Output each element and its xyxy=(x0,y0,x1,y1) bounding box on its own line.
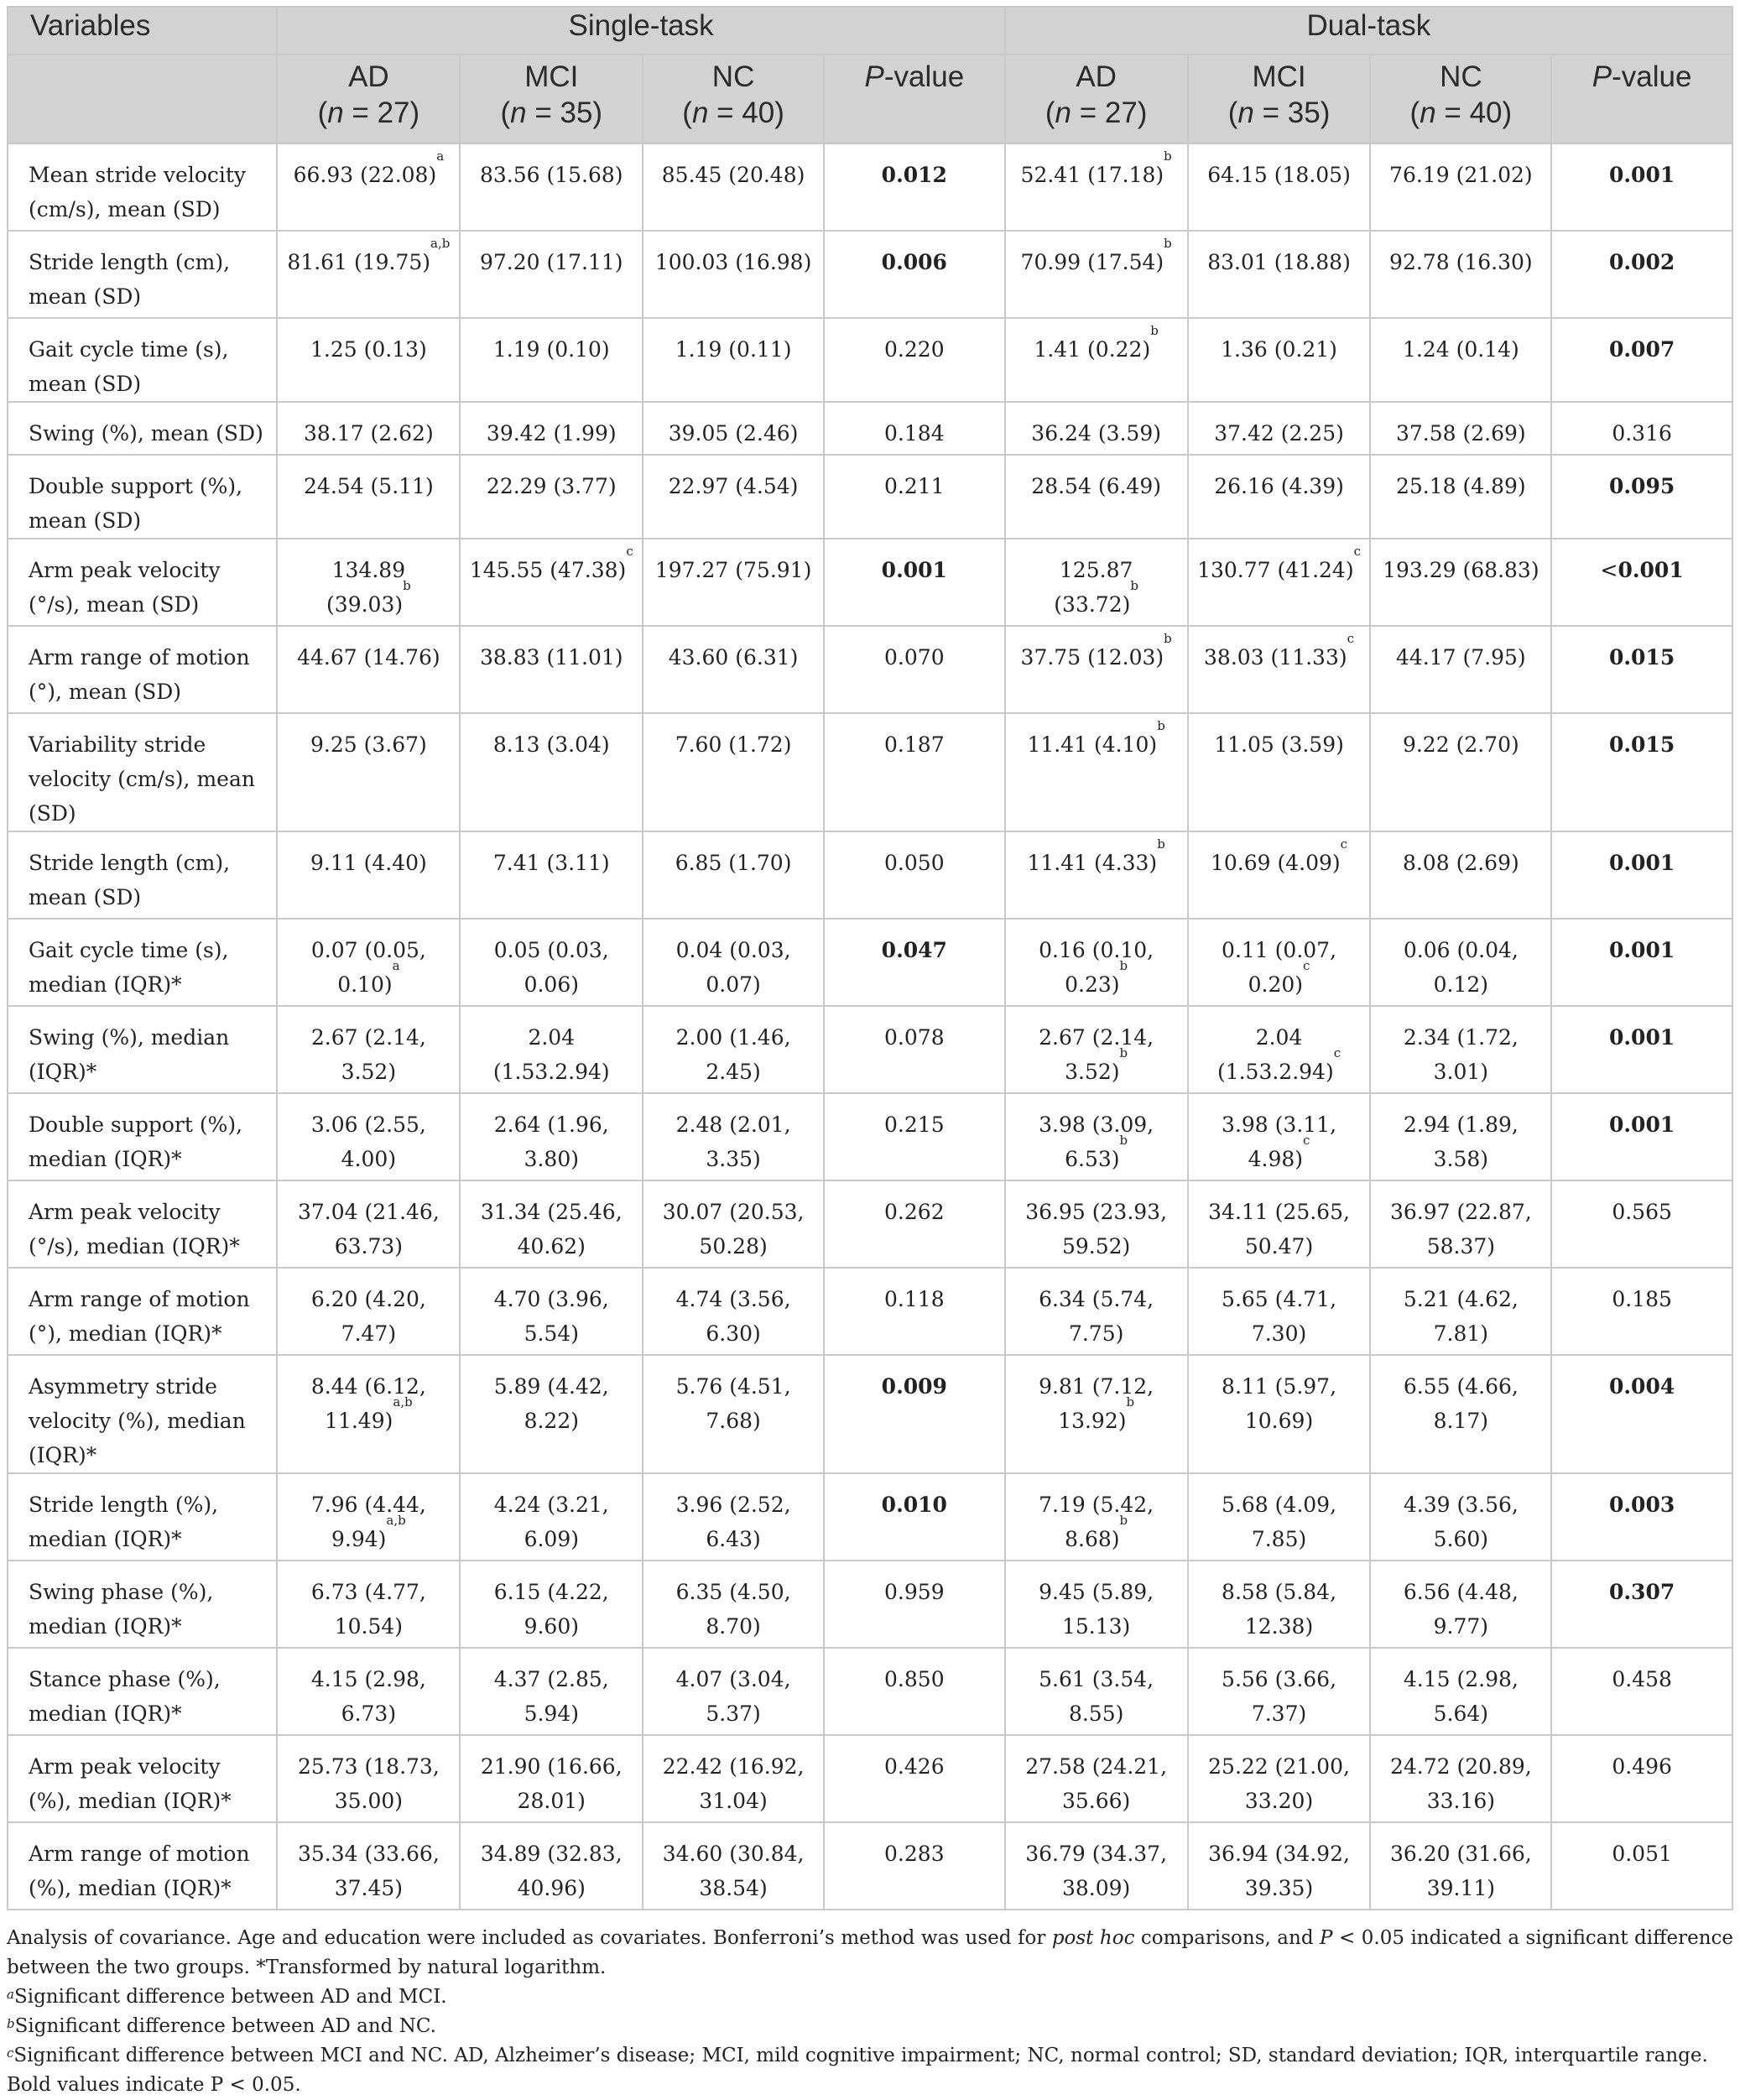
table-row xyxy=(8,1648,1732,1735)
variable-label: Arm range of motion (°), median (IQR)* xyxy=(8,1268,277,1355)
table-footnotes xyxy=(7,1924,1733,2100)
single-group-header-mci: MCI (n = 35) xyxy=(460,55,643,143)
footnote-marker: a xyxy=(436,149,445,164)
value-cell: 4.37 (2.85, 5.94) xyxy=(460,1648,643,1735)
value-cell: 11.41 $(4.10)^b$ xyxy=(1005,713,1188,831)
table-body xyxy=(8,143,1732,1910)
table-row xyxy=(8,1735,1732,1822)
footnote-marker: a,b xyxy=(430,236,451,251)
value-cell: 1.36 (0.21) xyxy=(1188,318,1371,402)
footnote-marker: b xyxy=(1119,1133,1128,1148)
value-cell: 31.34 (25.46, 40.62) xyxy=(460,1180,643,1268)
value-cell: 25.73 (18.73, 35.00) xyxy=(277,1735,460,1822)
value-cell: 0.07 (0.05, 0.10)$^a$ xyxy=(277,919,460,1006)
variable-label: Asymmetry stride velocity (%), median (IQR)* xyxy=(8,1355,277,1473)
value-cell: 4.15 (2.98, 6.73) xyxy=(277,1648,460,1735)
footnote-marker: c xyxy=(1303,958,1310,973)
value-cell: 22.29 (3.77) xyxy=(460,455,643,539)
p-value-cell: 0.001 xyxy=(1551,1006,1732,1093)
value-cell: 0.16 (0.10, 0.23)$^b$ xyxy=(1005,919,1188,1006)
value-cell: 44.67 (14.76) xyxy=(277,626,460,713)
value-cell: 6.55 (4.66, 8.17) xyxy=(1370,1355,1551,1473)
table-row xyxy=(8,1180,1732,1268)
footnote-marker: c xyxy=(1333,1045,1341,1060)
p-value-cell: 0.015 xyxy=(1551,713,1732,831)
value-cell: 2.04 $(1.53.2.94)^c$ xyxy=(1188,1006,1371,1093)
value-cell: 38.03 $(11.33)^c$ xyxy=(1188,626,1371,713)
variable-label: Double support (%), mean (SD) xyxy=(8,455,277,539)
value-cell: 34.60 (30.84, 38.54) xyxy=(643,1822,824,1910)
variable-label: Gait cycle time (s), mean (SD) xyxy=(8,318,277,402)
value-cell: 36.97 (22.87, 58.37) xyxy=(1370,1180,1551,1268)
value-cell: 70.99 $(17.54)^b$ xyxy=(1005,231,1188,318)
value-cell: 37.04 (21.46, 63.73) xyxy=(277,1180,460,1268)
value-cell: 6.35 (4.50, 8.70) xyxy=(643,1561,824,1648)
value-cell: 22.97 (4.54) xyxy=(643,455,824,539)
value-cell: 7.41 (3.11) xyxy=(460,831,643,919)
table-row xyxy=(8,231,1732,318)
p-value-cell: 0.185 xyxy=(1551,1268,1732,1355)
footnote-marker: a xyxy=(392,958,400,973)
variable-label: Arm peak velocity (%), median (IQR)* xyxy=(8,1735,277,1822)
p-value-cell: 0.496 xyxy=(1551,1735,1732,1822)
p-value-cell: 0.565 xyxy=(1551,1180,1732,1268)
p-value-cell: 0.850 xyxy=(824,1648,1005,1735)
value-cell: 39.05 (2.46) xyxy=(643,402,824,455)
table-row xyxy=(8,143,1732,231)
p-value-cell: 0.184 xyxy=(824,402,1005,455)
value-cell: 2.04 (1.53.2.94) xyxy=(460,1006,643,1093)
value-cell: 22.42 (16.92, 31.04) xyxy=(643,1735,824,1822)
variable-label: Stride length (%), median (IQR)* xyxy=(8,1473,277,1561)
variables-header: Variables xyxy=(8,7,277,55)
footnote-a: $^a$Significant difference between AD and MCI. xyxy=(7,1986,447,2008)
dual-task-header: Dual-task xyxy=(1005,7,1732,55)
table-header xyxy=(8,7,1732,143)
footnote-marker: b xyxy=(1164,149,1172,164)
p-value-cell: 0.307 xyxy=(1551,1561,1732,1648)
table-row xyxy=(8,1093,1732,1180)
p-value-cell: 0.959 xyxy=(824,1561,1005,1648)
value-cell: 2.48 (2.01, 3.35) xyxy=(643,1093,824,1180)
value-cell: 43.60 (6.31) xyxy=(643,626,824,713)
value-cell: 6.56 (4.48, 9.77) xyxy=(1370,1561,1551,1648)
value-cell: 4.70 (3.96, 5.54) xyxy=(460,1268,643,1355)
value-cell: 8.58 (5.84, 12.38) xyxy=(1188,1561,1371,1648)
value-cell: 25.18 (4.89) xyxy=(1370,455,1551,539)
value-cell: 5.89 (4.42, 8.22) xyxy=(460,1355,643,1473)
footnote-marker: c xyxy=(626,544,633,559)
p-value-cell: 0.220 xyxy=(824,318,1005,402)
value-cell: 4.39 (3.56, 5.60) xyxy=(1370,1473,1551,1561)
p-value-cell: 0.283 xyxy=(824,1822,1005,1910)
variable-label: Arm peak velocity (°/s), median (IQR)* xyxy=(8,1180,277,1268)
value-cell: 0.11 (0.07, 0.20)$^c$ xyxy=(1188,919,1371,1006)
value-cell: 0.06 (0.04, 0.12) xyxy=(1370,919,1551,1006)
value-cell: 8.44 (6.12, 11.49)$^{a,b}$ xyxy=(277,1355,460,1473)
value-cell: 9.81 (7.12, 13.92)$^b$ xyxy=(1005,1355,1188,1473)
footnote-b: $^b$Significant difference between AD and NC. xyxy=(7,2015,436,2037)
value-cell: 1.41 $(0.22)^b$ xyxy=(1005,318,1188,402)
single-task-header: Single-task xyxy=(277,7,1004,55)
value-cell: 76.19 (21.02) xyxy=(1370,143,1551,231)
p-value-cell: 0.015 xyxy=(1551,626,1732,713)
value-cell: 5.21 (4.62, 7.81) xyxy=(1370,1268,1551,1355)
value-cell: 9.25 (3.67) xyxy=(277,713,460,831)
p-value-cell: 0.004 xyxy=(1551,1355,1732,1473)
table-row xyxy=(8,318,1732,402)
table-row xyxy=(8,1822,1732,1910)
value-cell: 34.89 (32.83, 40.96) xyxy=(460,1822,643,1910)
value-cell: 2.34 (1.72, 3.01) xyxy=(1370,1006,1551,1093)
value-cell: 85.45 (20.48) xyxy=(643,143,824,231)
dual-p-value-header: P-value xyxy=(1551,55,1732,143)
value-cell: 30.07 (20.53, 50.28) xyxy=(643,1180,824,1268)
p-value-cell: 0.215 xyxy=(824,1093,1005,1180)
p-value-cell: 0.095 xyxy=(1551,455,1732,539)
variable-label: Stance phase (%), median (IQR)* xyxy=(8,1648,277,1735)
value-cell: 10.69 $(4.09)^c$ xyxy=(1188,831,1371,919)
value-cell: 7.60 (1.72) xyxy=(643,713,824,831)
value-cell: 25.22 (21.00, 33.20) xyxy=(1188,1735,1371,1822)
p-value-cell: 0.001 xyxy=(1551,1093,1732,1180)
footnote-marker: a,b xyxy=(393,1394,413,1410)
p-value-cell: 0.187 xyxy=(824,713,1005,831)
value-cell: 2.67 (2.14, 3.52)$^b$ xyxy=(1005,1006,1188,1093)
value-cell: 1.19 (0.10) xyxy=(460,318,643,402)
value-cell: 9.45 (5.89, 15.13) xyxy=(1005,1561,1188,1648)
value-cell: 6.85 (1.70) xyxy=(643,831,824,919)
p-value-cell: 0.262 xyxy=(824,1180,1005,1268)
p-value-cell: 0.070 xyxy=(824,626,1005,713)
value-cell: 8.08 (2.69) xyxy=(1370,831,1551,919)
table-row xyxy=(8,1006,1732,1093)
value-cell: 5.76 (4.51, 7.68) xyxy=(643,1355,824,1473)
value-cell: 4.15 (2.98, 5.64) xyxy=(1370,1648,1551,1735)
table-row xyxy=(8,919,1732,1006)
p-value-cell: 0.047 xyxy=(824,919,1005,1006)
footnote-marker: a,b xyxy=(386,1513,406,1528)
value-cell: 36.94 (34.92, 39.35) xyxy=(1188,1822,1371,1910)
table-row xyxy=(8,713,1732,831)
value-cell: 44.17 (7.95) xyxy=(1370,626,1551,713)
table-row xyxy=(8,455,1732,539)
value-cell: 83.56 (15.68) xyxy=(460,143,643,231)
footnote-marker: b xyxy=(1150,323,1159,338)
variable-label: Arm range of motion (°), mean (SD) xyxy=(8,626,277,713)
footnote-marker: b xyxy=(1164,631,1172,646)
p-value-cell: 0.012 xyxy=(824,143,1005,231)
value-cell: 7.19 (5.42, 8.68)$^b$ xyxy=(1005,1473,1188,1561)
value-cell: 7.96 (4.44, 9.94)$^{a,b}$ xyxy=(277,1473,460,1561)
p-value-cell: 0.078 xyxy=(824,1006,1005,1093)
value-cell: 36.20 (31.66, 39.11) xyxy=(1370,1822,1551,1910)
p-value-cell: 0.006 xyxy=(824,231,1005,318)
value-cell: 28.54 (6.49) xyxy=(1005,455,1188,539)
p-value-cell: 0.050 xyxy=(824,831,1005,919)
single-group-header-ad: AD (n = 27) xyxy=(277,55,460,143)
footnote-marker: b xyxy=(1157,836,1165,852)
p-value-cell: 0.009 xyxy=(824,1355,1005,1473)
p-value-cell: <0.001 xyxy=(1551,539,1732,626)
value-cell: 9.11 (4.40) xyxy=(277,831,460,919)
variable-label: Variability stride velocity (cm/s), mean (SD) xyxy=(8,713,277,831)
table-row xyxy=(8,831,1732,919)
value-cell: 130.77 $(41.24)^c$ xyxy=(1188,539,1371,626)
footnote-marker: c xyxy=(1353,544,1361,559)
value-cell: 8.13 (3.04) xyxy=(460,713,643,831)
value-cell: 24.72 (20.89, 33.16) xyxy=(1370,1735,1551,1822)
value-cell: 0.04 (0.03, 0.07) xyxy=(643,919,824,1006)
footnote-marker: b xyxy=(1164,236,1172,251)
value-cell: 5.68 (4.09, 7.85) xyxy=(1188,1473,1371,1561)
value-cell: 125.87 $(33.72)^b$ xyxy=(1005,539,1188,626)
variable-label: Swing (%), median (IQR)* xyxy=(8,1006,277,1093)
value-cell: 197.27 (75.91) xyxy=(643,539,824,626)
footnote-marker: b xyxy=(1157,718,1165,733)
single-p-value-header: P-value xyxy=(824,55,1005,143)
value-cell: 3.96 (2.52, 6.43) xyxy=(643,1473,824,1561)
value-cell: 134.89 $(39.03)^b$ xyxy=(277,539,460,626)
table-row xyxy=(8,1355,1732,1473)
p-value-cell: 0.211 xyxy=(824,455,1005,539)
value-cell: 34.11 (25.65, 50.47) xyxy=(1188,1180,1371,1268)
value-cell: 2.67 (2.14, 3.52) xyxy=(277,1006,460,1093)
value-cell: 6.73 (4.77, 10.54) xyxy=(277,1561,460,1648)
dual-group-header-mci: MCI (n = 35) xyxy=(1188,55,1371,143)
value-cell: 26.16 (4.39) xyxy=(1188,455,1371,539)
value-cell: 4.07 (3.04, 5.37) xyxy=(643,1648,824,1735)
table-row xyxy=(8,626,1732,713)
variable-label: Double support (%), median (IQR)* xyxy=(8,1093,277,1180)
value-cell: 8.11 (5.97, 10.69) xyxy=(1188,1355,1371,1473)
variables-subheader-blank xyxy=(8,55,277,143)
value-cell: 2.94 (1.89, 3.58) xyxy=(1370,1093,1551,1180)
p-value-cell: 0.002 xyxy=(1551,231,1732,318)
value-cell: 145.55 $(47.38)^c$ xyxy=(460,539,643,626)
value-cell: 38.17 (2.62) xyxy=(277,402,460,455)
value-cell: 11.41 $(4.33)^b$ xyxy=(1005,831,1188,919)
p-value-cell: 0.426 xyxy=(824,1735,1005,1822)
value-cell: 37.58 (2.69) xyxy=(1370,402,1551,455)
value-cell: 1.19 (0.11) xyxy=(643,318,824,402)
variable-label: Swing phase (%), median (IQR)* xyxy=(8,1561,277,1648)
value-cell: 66.93 $(22.08)^a$ xyxy=(277,143,460,231)
footnote-marker: b xyxy=(1126,1394,1135,1410)
value-cell: 64.15 (18.05) xyxy=(1188,143,1371,231)
value-cell: 4.74 (3.56, 6.30) xyxy=(643,1268,824,1355)
value-cell: 0.05 (0.03, 0.06) xyxy=(460,919,643,1006)
value-cell: 38.83 (11.01) xyxy=(460,626,643,713)
footnote-marker: c xyxy=(1347,631,1355,646)
p-value-cell: 0.001 xyxy=(1551,143,1732,231)
footnote-marker: c xyxy=(1303,1133,1310,1148)
dual-group-header-ad: AD (n = 27) xyxy=(1005,55,1188,143)
footnote-marker: b xyxy=(403,578,411,593)
value-cell: 4.24 (3.21, 6.09) xyxy=(460,1473,643,1561)
value-cell: 92.78 (16.30) xyxy=(1370,231,1551,318)
table-row xyxy=(8,402,1732,455)
value-cell: 9.22 (2.70) xyxy=(1370,713,1551,831)
analysis-note: Analysis of covariance. Age and education were included as covariates. Bonferroni’s method was used for post hoc comparisons, and P < 0.05 indicated a significant difference between the two groups. *Transformed by natural logarithm. xyxy=(7,1927,1733,1978)
dual-group-header-nc: NC (n = 40) xyxy=(1370,55,1551,143)
value-cell: 100.03 (16.98) xyxy=(643,231,824,318)
value-cell: 3.98 (3.11, 4.98)$^c$ xyxy=(1188,1093,1371,1180)
footnote-marker: b xyxy=(1119,1045,1128,1060)
value-cell: 24.54 (5.11) xyxy=(277,455,460,539)
value-cell: 37.42 (2.25) xyxy=(1188,402,1371,455)
value-cell: 5.56 (3.66, 7.37) xyxy=(1188,1648,1371,1735)
value-cell: 2.64 (1.96, 3.80) xyxy=(460,1093,643,1180)
footnote-marker: b xyxy=(1119,1513,1128,1528)
value-cell: 6.20 (4.20, 7.47) xyxy=(277,1268,460,1355)
table-row xyxy=(8,539,1732,626)
value-cell: 5.61 (3.54, 8.55) xyxy=(1005,1648,1188,1735)
variable-label: Gait cycle time (s), median (IQR)* xyxy=(8,919,277,1006)
document xyxy=(7,6,1733,2100)
gait-comparison-table xyxy=(7,6,1733,1910)
p-value-cell: 0.001 xyxy=(1551,831,1732,919)
value-cell: 36.79 (34.37, 38.09) xyxy=(1005,1822,1188,1910)
value-cell: 6.15 (4.22, 9.60) xyxy=(460,1561,643,1648)
value-cell: 37.75 $(12.03)^b$ xyxy=(1005,626,1188,713)
value-cell: 39.42 (1.99) xyxy=(460,402,643,455)
variable-label: Swing (%), mean (SD) xyxy=(8,402,277,455)
value-cell: 52.41 $(17.18)^b$ xyxy=(1005,143,1188,231)
footnote-marker: b xyxy=(1119,958,1128,973)
value-cell: 21.90 (16.66, 28.01) xyxy=(460,1735,643,1822)
bold-note: Bold values indicate P < 0.05. xyxy=(7,2074,301,2096)
footnote-marker: b xyxy=(1130,578,1138,593)
value-cell: 36.24 (3.59) xyxy=(1005,402,1188,455)
table-row xyxy=(8,1561,1732,1648)
value-cell: 1.25 (0.13) xyxy=(277,318,460,402)
p-value-cell: 0.003 xyxy=(1551,1473,1732,1561)
value-cell: 36.95 (23.93, 59.52) xyxy=(1005,1180,1188,1268)
p-value-cell: 0.007 xyxy=(1551,318,1732,402)
variable-label: Arm range of motion (%), median (IQR)* xyxy=(8,1822,277,1910)
value-cell: 83.01 (18.88) xyxy=(1188,231,1371,318)
value-cell: 11.05 (3.59) xyxy=(1188,713,1371,831)
p-value-cell: 0.458 xyxy=(1551,1648,1732,1735)
table-row xyxy=(8,1473,1732,1561)
table-row xyxy=(8,1268,1732,1355)
variable-label: Stride length (cm), mean (SD) xyxy=(8,831,277,919)
single-group-header-nc: NC (n = 40) xyxy=(643,55,824,143)
value-cell: 81.61 $(19.75)^{a,b}$ xyxy=(277,231,460,318)
variable-label: Stride length (cm), mean (SD) xyxy=(8,231,277,318)
variable-label: Mean stride velocity (cm/s), mean (SD) xyxy=(8,143,277,231)
p-value-cell: 0.118 xyxy=(824,1268,1005,1355)
value-cell: 35.34 (33.66, 37.45) xyxy=(277,1822,460,1910)
value-cell: 193.29 (68.83) xyxy=(1370,539,1551,626)
value-cell: 6.34 (5.74, 7.75) xyxy=(1005,1268,1188,1355)
p-value-cell: 0.051 xyxy=(1551,1822,1732,1910)
value-cell: 5.65 (4.71, 7.30) xyxy=(1188,1268,1371,1355)
p-value-cell: 0.001 xyxy=(1551,919,1732,1006)
p-value-cell: 0.316 xyxy=(1551,402,1732,455)
p-value-cell: 0.010 xyxy=(824,1473,1005,1561)
value-cell: 3.06 (2.55, 4.00) xyxy=(277,1093,460,1180)
value-cell: 97.20 (17.11) xyxy=(460,231,643,318)
value-cell: 27.58 (24.21, 35.66) xyxy=(1005,1735,1188,1822)
p-value-cell: 0.001 xyxy=(824,539,1005,626)
variable-label: Arm peak velocity (°/s), mean (SD) xyxy=(8,539,277,626)
footnote-marker: c xyxy=(1340,836,1348,852)
footnote-c: $^c$Significant difference between MCI and NC. AD, Alzheimer’s disease; MCI, mild cognitive impairment; NC, normal control; SD, standard deviation; IQR, interquartile range. xyxy=(7,2045,1708,2066)
value-cell: 3.98 (3.09, 6.53)$^b$ xyxy=(1005,1093,1188,1180)
value-cell: 1.24 (0.14) xyxy=(1370,318,1551,402)
value-cell: 2.00 (1.46, 2.45) xyxy=(643,1006,824,1093)
